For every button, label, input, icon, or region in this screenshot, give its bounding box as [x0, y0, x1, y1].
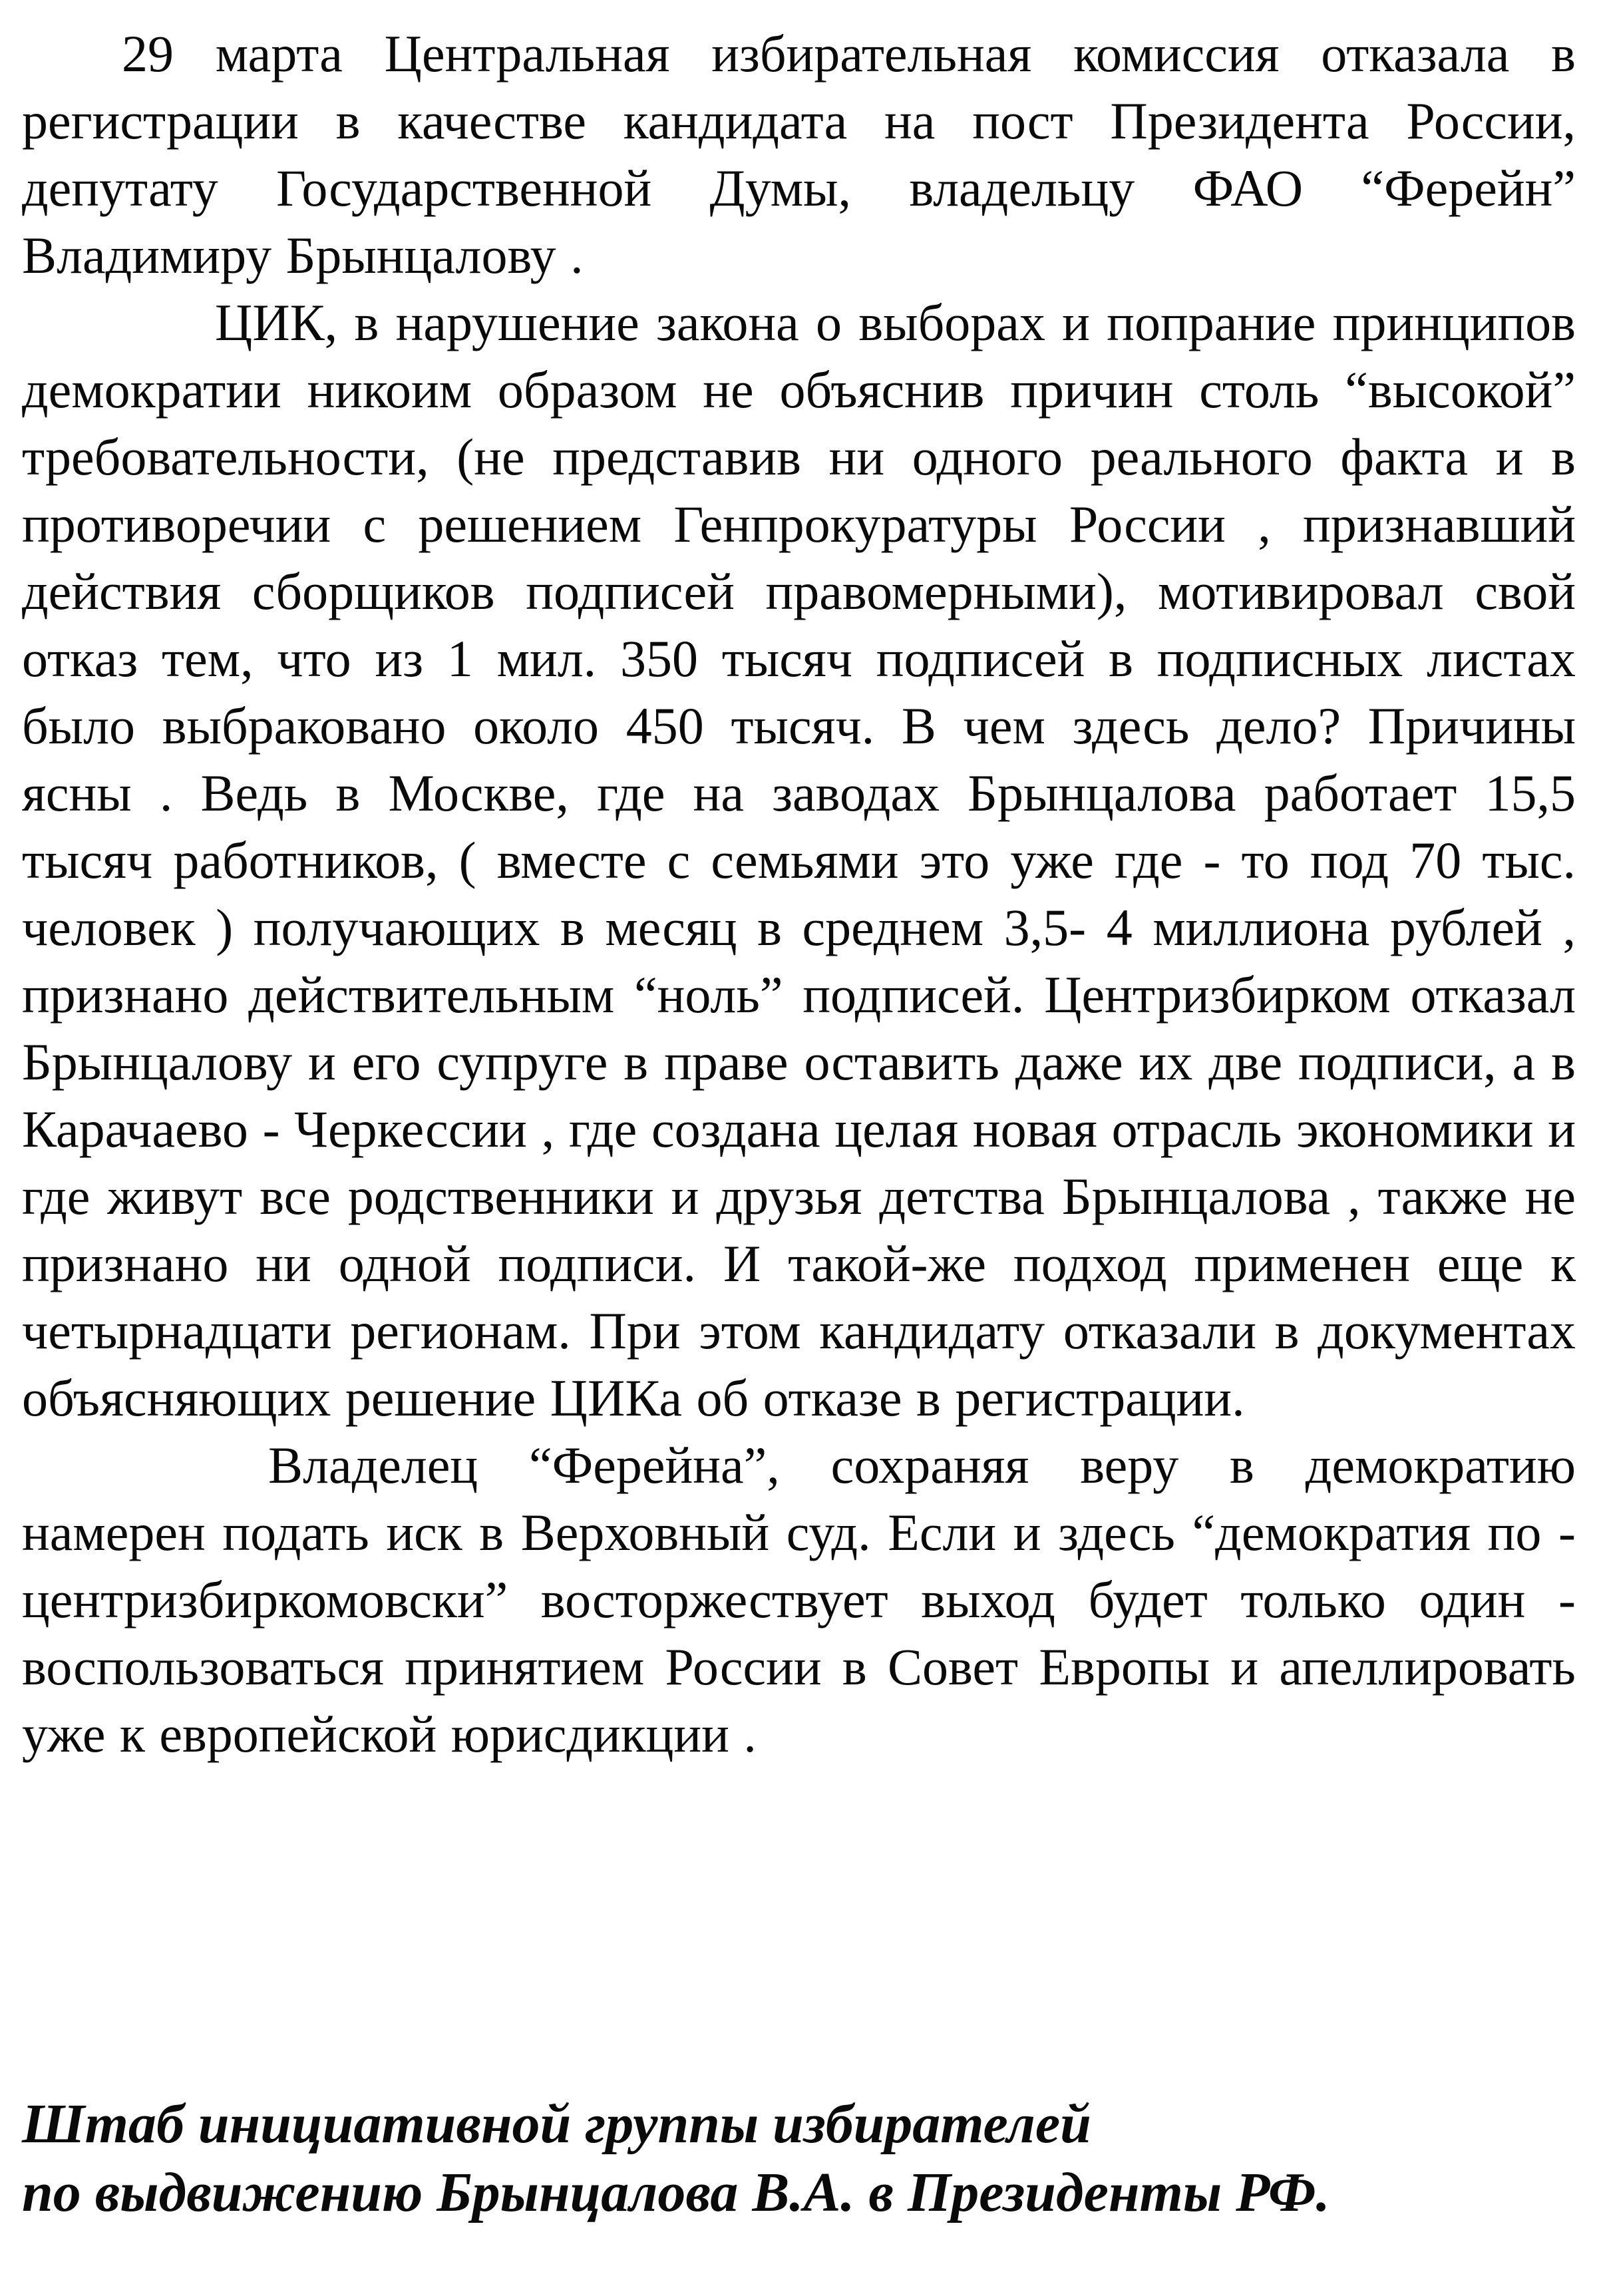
signature-line-2: по выдвижению Брынцалова В.А. в Президенты РФ.: [22, 2162, 1330, 2223]
paragraph-3: Владелец “Ферейна”, сохраняя веру в демократию намерен подать иск в Верховный суд. Если и здесь “демократия по - центризбиркомовски” восторжествует выход будет только один - воспользоваться принятием России в Совет Европы и апеллировать уже к европейской юрисдикции .: [22, 1436, 1576, 1763]
document-body: [22, 20, 1576, 1768]
paragraph-1: 29 марта Центральная избирательная комиссия отказала в регистрации в качестве кандидата на пост Президента России, депутату Государственной Думы, владельцу ФАО “Ферейн” Владимиру Брынцалову .: [22, 25, 1576, 284]
paragraph-2: ЦИК, в нарушение закона о выборах и попрание принципов демократии никоим образом не объяснив причин столь “высокой” требовательности, (не представив ни одного реального факта и в противоречии с решением Генпрокуратуры России , признавший действия сборщиков подписей правомерными), мотивировал свой отказ тем, что из 1 мил. 350 тысяч подписей в подписных листах было выбраковано около 450 тысяч. В чем здесь дело? Причины ясны . Ведь в Москве, где на заводах Брынцалова работает 15,5 тысяч работников, ( вместе с семьями это уже где - то под 70 тыс. человек ) получающих в месяц в среднем 3,5- 4 миллиона рублей , признано действительным “ноль” подписей. Центризбирком отказал Брынцалову и его супруге в праве оставить даже их две подписи, а в Карачаево - Черкессии , где создана целая новая отрасль экономики и где живут все родственники и друзья детства Брынцалова , также не признано ни одной подписи. И такой-же подход применен еще к четырнадцати регионам. При этом кандидату отказали в документах объясняющих решение ЦИКа об отказе в регистрации.: [22, 293, 1576, 1427]
signature-line-1: Штаб инициативной группы избирателей: [22, 2093, 1091, 2155]
signature-block: [22, 2090, 1576, 2227]
